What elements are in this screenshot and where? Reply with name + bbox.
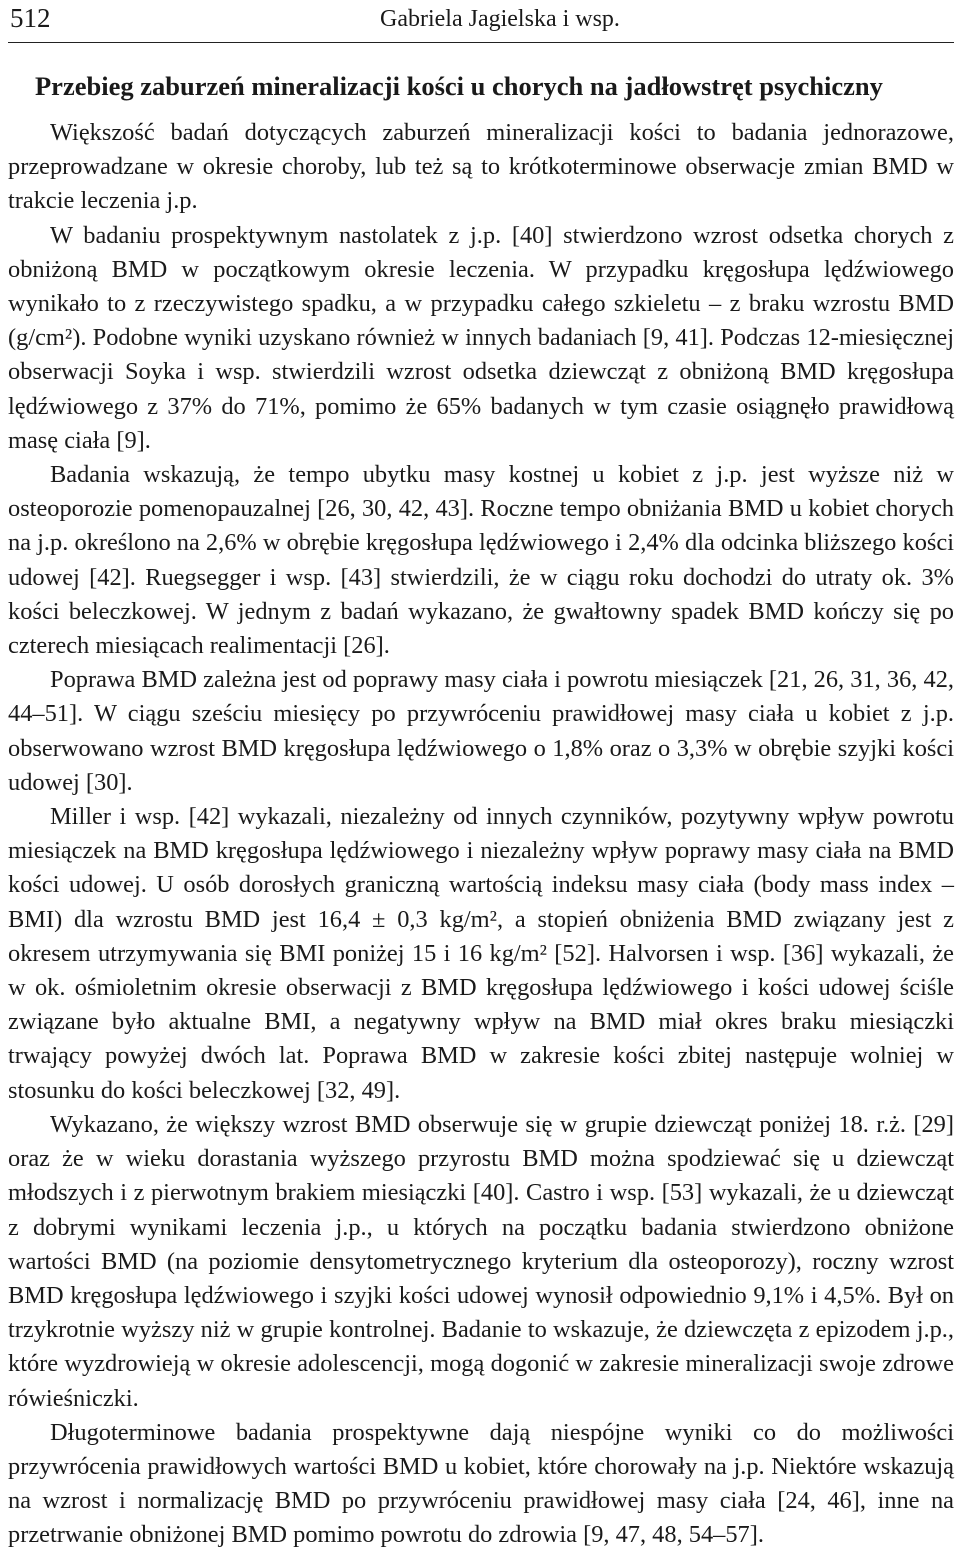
- paragraph-5: Miller i wsp. [42] wykazali, niezależny od innych czynników, pozytywny wpływ powrotu miesiączek na BMD kręgosłupa lędźwiowego i niezależny wpływ poprawy masy ciała na BMD kości udowej. U osób dorosłych graniczną wartością indeksu masy ciała (body mass index – BMI) dla wzrostu BMD jest 16,4 ± 0,3 kg/m², a stopień obniżenia BMD związany jest z okresem utrzymywania się BMI poniżej 15 i 16 kg/m² [52]. Halvorsen i wsp. [36] wykazali, że w ok. ośmioletnim okresie obserwacji z BMD kręgosłupa lędźwiowego i kości udowej ściśle związane było aktualne BMI, a negatywny wpływ na BMD miał okres braku miesiączki trwający powyżej dwóch lat. Poprawa BMD w zakresie kości zbitej następuje wolniej w stosunku do kości beleczkowej [32, 49].: [8, 803, 954, 1104]
- paragraph-3: Badania wskazują, że tempo ubytku masy kostnej u kobiet z j.p. jest wyższe niż w osteoporozie pomenopauzalnej [26, 30, 42, 43]. Roczne tempo obniżania BMD u kobiet chorych na j.p. określono na 2,6% w obrębie kręgosłupa lędźwiowego i 2,4% dla odcinka bliższego kości udowej [42]. Ruegsegger i wsp. [43] stwierdzili, że w ciągu roku dochodzi do utraty ok. 3% kości beleczkowej. W jednym z badań wykazano, że gwałtowny spadek BMD kończy się po czterech miesiącach realimentacji [26].: [8, 461, 954, 660]
- running-header: [8, 0, 954, 43]
- paragraph-6: Wykazano, że większy wzrost BMD obserwuje się w grupie dziewcząt poniżej 18. r.ż. [29] oraz że w wieku dorastania wyższego przyrostu BMD można spodziewać się u dziewcząt młodszych i z pierwotnym brakiem miesiączki [40]. Castro i wsp. [53] wykazali, że u dziewcząt z dobrymi wynikami leczenia j.p., u których na początku badania stwierdzono obniżone wartości BMD (na poziomie densytometrycznego kryterium dla osteoporozy), roczny wzrost BMD kręgosłupa lędźwiowego i szyjki kości udowej wynosił odpowiednio 9,1% i 4,5%. Był on trzykrotnie wyższy niż w grupie kontrolnej. Badanie to wskazuje, że dziewczęta z epizodem j.p., które wyzdrowieją w okresie adolescencji, mogą dogonić w zakresie mineralizacji swoje zdrowe rówieśniczki.: [8, 1110, 954, 1412]
- running-author: Gabriela Jagielska i wsp.: [380, 6, 620, 32]
- paragraph-7: Długoterminowe badania prospektywne dają niespójne wyniki co do możliwości przywrócenia prawidłowych wartości BMD u kobiet, które chorowały na j.p. Niektóre wskazują na wzrost i normalizację BMD po przywróceniu prawidłowej masy ciała [24, 46], inne na przetrwanie obniżonej BMD pomimo powrotu do zdrowia [9, 47, 48, 54–57].: [8, 1418, 954, 1549]
- page-number: 512: [10, 3, 51, 33]
- paragraph-1: Większość badań dotyczących zaburzeń mineralizacji kości to badania jednorazowe, przeprowadzane w okresie choroby, lub też są to krótkoterminowe obserwacje zmian BMD w trakcie leczenia j.p.: [8, 119, 954, 215]
- paragraph-2: W badaniu prospektywnym nastolatek z j.p. [40] stwierdzono wzrost odsetka chorych z obniżoną BMD w początkowym okresie leczenia. W przypadku kręgosłupa lędźwiowego wynikało to z rzeczywistego spadku, a w przypadku całego szkieletu – z braku wzrostu BMD (g/cm²). Podobne wyniki uzyskano również w innych badaniach [9, 41]. Podczas 12-miesięcznej obserwacji Soyka i wsp. stwierdzili wzrost odsetka dziewcząt z obniżoną BMD kręgosłupa lędźwiowego z 37% do 71%, pomimo że 65% badanych w tym czasie osiągnęło prawidłową masę ciała [9].: [8, 221, 954, 454]
- paragraph-4: Poprawa BMD zależna jest od poprawy masy ciała i powrotu miesiączek [21, 26, 31, 36, 42, 44–51]. W ciągu sześciu miesięcy po przywróceniu prawidłowej masy ciała u kobiet z j.p. obserwowano wzrost BMD kręgosłupa lędźwiowego o 1,8% oraz o 3,3% w obrębie szyjki kości udowej [30].: [8, 666, 954, 796]
- body-text: [8, 116, 954, 1553]
- section-heading: Przebieg zaburzeń mineralizacji kości u chorych na jadłowstręt psychiczny: [35, 71, 883, 101]
